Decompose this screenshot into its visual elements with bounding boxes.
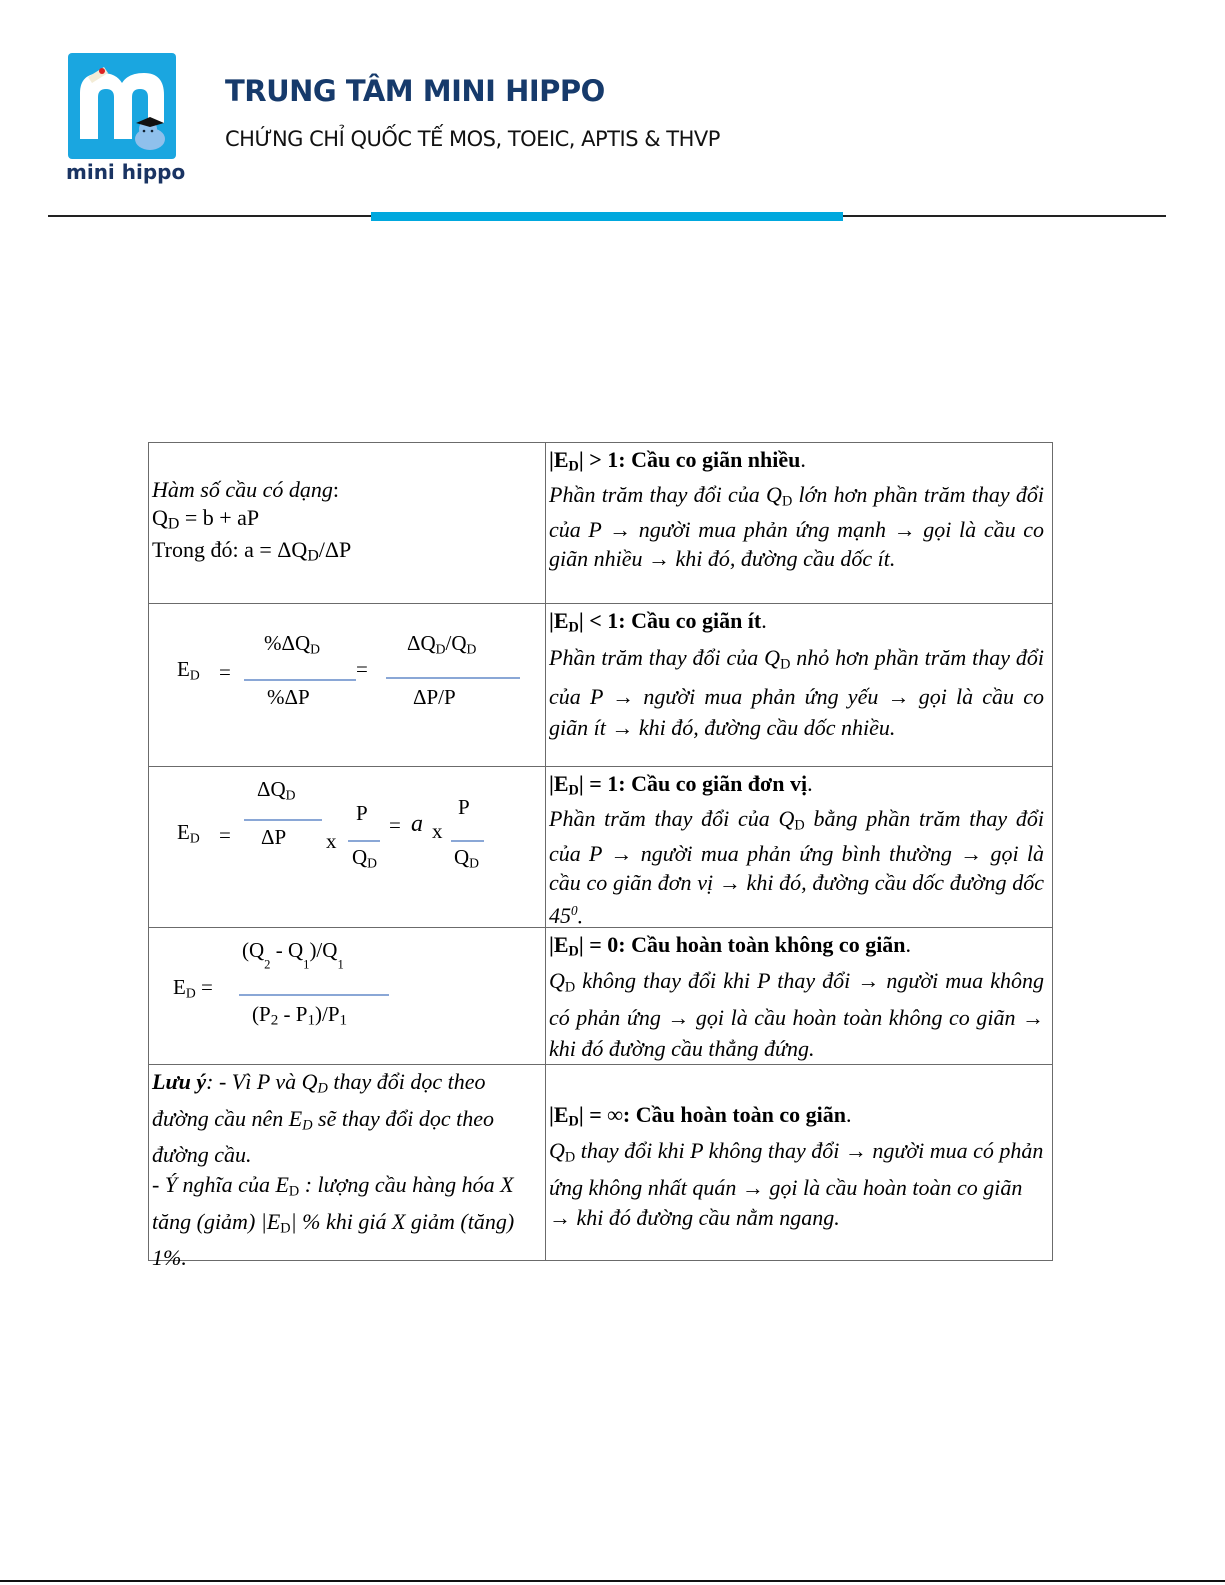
- equals-sign: =: [219, 660, 231, 684]
- formula-lhs: [177, 820, 200, 846]
- table-cell-formula-arc: [149, 928, 546, 1065]
- subscript: 1: [307, 1012, 315, 1029]
- denominator-text: Q: [352, 845, 368, 869]
- table-row: [149, 1065, 1053, 1261]
- case-description: QD thay đổi khi P không thay đổi → người mua có phản ứng không nhất quán → gọi là cầu hoàn toàn co giãn → khi đó đường cầu nằm ngang.: [549, 1138, 1044, 1230]
- subscript: 1: [337, 957, 344, 972]
- table-row: [149, 767, 1053, 928]
- denominator-3: [454, 845, 479, 871]
- note-part: thay đổi dọc theo đường cầu nên E: [152, 1069, 486, 1131]
- denominator-text: Q: [454, 845, 470, 869]
- slope-definition: [152, 536, 351, 570]
- table-cell-perfectly-elastic: [546, 1065, 1053, 1261]
- case-heading: |ED| > 1: Cầu co giãn nhiều.: [549, 447, 806, 475]
- case-heading: |ED| = 0: Cầu hoàn toàn không co giãn.: [549, 932, 912, 960]
- heading-part: |E: [549, 771, 569, 796]
- numerator-text: ΔQ: [257, 777, 286, 801]
- numerator-text: (Q: [242, 938, 265, 962]
- page-bottom-rule: [0, 1580, 1225, 1582]
- numerator-1: [264, 631, 320, 657]
- case-description: Phần trăm thay đổi của QD nhỏ hơn phần trăm thay đổi của P → người mua phản ứng yếu → gọi là cầu co giãn ít → khi đó, đường cầu dốc nhiều.: [549, 645, 1044, 740]
- equals-sign: =: [389, 813, 401, 837]
- fraction-bar: [451, 840, 484, 842]
- demand-function-label: Hàm số cầu có dạng: [152, 477, 333, 502]
- table-cell-note: [149, 1065, 546, 1271]
- heading-part: | > 1: Cầu co giãn nhiều: [578, 447, 801, 472]
- table-row: [149, 443, 1053, 604]
- denominator-text: - P: [278, 1002, 308, 1026]
- equals-sign: =: [200, 975, 213, 999]
- denominator: [252, 1002, 347, 1029]
- formula-lhs: [177, 657, 200, 683]
- fraction-bar: [386, 677, 520, 679]
- subscript: D: [466, 641, 477, 657]
- subscript: D: [307, 547, 319, 565]
- table-cell-formula-percent: [149, 604, 546, 767]
- numerator: [242, 938, 344, 972]
- organization-title: TRUNG TÂM MINI HIPPO: [225, 74, 605, 108]
- equals-sign: =: [219, 823, 231, 847]
- subscript: D: [288, 1183, 300, 1200]
- case-heading: |ED| = 1: Cầu co giãn đơn vị.: [549, 771, 813, 799]
- fraction-bar: [239, 994, 389, 996]
- slope-coefficient: a: [411, 811, 423, 837]
- mini-hippo-logo: [68, 53, 176, 159]
- slope-lhs: Trong đó: a = ΔQ: [152, 537, 308, 563]
- subscript: D: [568, 943, 579, 960]
- demand-function-text: [152, 476, 351, 571]
- subscript: D: [568, 458, 579, 475]
- table-row: [149, 604, 1053, 767]
- subscript: D: [310, 641, 321, 657]
- period: .: [577, 903, 584, 929]
- description-text: Phần trăm thay đổi của QD bằng phần trăm thay đổi của P → người mua phản ứng bình thường → gọi là cầu co giãn đơn vị → khi đó, đường cầu dốc đường dốc 45: [549, 806, 1044, 929]
- numerator-2: [407, 631, 476, 657]
- note-label: Lưu ý: [152, 1069, 207, 1094]
- numerator-1: [257, 777, 296, 803]
- heading-part: |E: [549, 447, 569, 472]
- fraction-bar: [348, 840, 380, 842]
- equals-sign: =: [356, 657, 368, 681]
- organization-subtitle: CHỨNG CHỈ QUỐC TẾ MOS, TOEIC, APTIS & THVP: [225, 127, 720, 151]
- note-part: : lượng cầu hàng hóa X tăng (giảm) |E: [152, 1172, 514, 1234]
- subscript: 2: [264, 957, 271, 972]
- subscript: 1: [339, 1012, 348, 1029]
- numerator-3: P: [458, 795, 470, 819]
- subscript: D: [435, 641, 446, 657]
- denominator-1: ΔP: [261, 825, 287, 849]
- numerator-text: - Q: [270, 938, 304, 962]
- subscript: D: [568, 619, 579, 636]
- subscript: D: [280, 1220, 291, 1237]
- heading-part: |E: [549, 608, 569, 633]
- denominator-2: [352, 845, 377, 871]
- subscript: D: [185, 985, 196, 1001]
- equation-rhs: = b + aP: [179, 505, 260, 530]
- subscript: D: [189, 667, 200, 683]
- fraction-bar: [244, 679, 356, 681]
- fraction-bar: [244, 819, 322, 821]
- numerator-text: ΔQ: [407, 631, 436, 655]
- formula-lhs: [173, 975, 213, 1001]
- demand-equation: [152, 504, 351, 538]
- subscript: D: [317, 1080, 328, 1097]
- heading-part: | = ∞: Cầu hoàn toàn co giãn: [578, 1102, 847, 1127]
- degree-superscript: 0: [571, 903, 578, 919]
- subscript: D: [167, 515, 180, 533]
- colon: :: [332, 477, 339, 502]
- logo-wordmark: mini hippo: [66, 160, 186, 184]
- subscript: D: [302, 1117, 313, 1134]
- heading-part: | < 1: Cầu co giãn ít: [578, 608, 762, 633]
- table-cell-elastic: [546, 443, 1053, 604]
- multiply-sign: x: [326, 829, 337, 853]
- note-part: - Ý nghĩa của E: [152, 1172, 289, 1198]
- denominator-1: %ΔP: [267, 685, 310, 709]
- table-cell-formula-slope: [149, 767, 546, 928]
- subscript: D: [367, 855, 378, 871]
- denominator-2: ΔP/P: [413, 685, 456, 709]
- case-description: QD không thay đổi khi P thay đổi → người mua không có phản ứng → gọi là cầu hoàn toàn không co giãn → khi đó đường cầu thẳng đứng.: [549, 968, 1044, 1061]
- subscript: D: [469, 855, 480, 871]
- numerator-text: %ΔQ: [264, 631, 311, 655]
- note-part: sẽ thay đổi dọc theo đường cầu.: [152, 1105, 495, 1168]
- case-description: Phần trăm thay đổi của QD lớn hơn phần trăm thay đổi của P → người mua phản ứng mạnh → gọi là cầu co giãn nhiều → khi đó, đường cầu dốc ít.: [549, 482, 1044, 571]
- table-cell-demand-function: [149, 443, 546, 604]
- denominator-text: )/P: [315, 1002, 340, 1026]
- case-heading: |ED| < 1: Cầu co giãn ít.: [549, 608, 767, 636]
- slope-rhs: /ΔP: [318, 537, 352, 563]
- numerator-2: P: [356, 801, 368, 825]
- table-cell-unit-elastic: [546, 767, 1053, 928]
- header-divider-accent: [371, 212, 843, 221]
- e-symbol: E: [177, 657, 190, 681]
- q-symbol: Q: [152, 505, 168, 530]
- note-text: [149, 1065, 545, 1271]
- numerator-text: )/Q: [309, 938, 338, 962]
- denominator-text: (P: [252, 1002, 271, 1026]
- case-description: [549, 805, 1044, 931]
- subscript: D: [189, 830, 200, 846]
- subscript: D: [285, 787, 296, 803]
- logo-m-hippo-icon: [68, 53, 176, 159]
- subscript: D: [568, 1113, 579, 1130]
- heading-part: |E: [549, 932, 569, 957]
- note-part: : - Vì P và Q: [206, 1069, 318, 1094]
- subscript: D: [568, 782, 579, 799]
- e-symbol: E: [173, 975, 186, 999]
- heading-part: | = 0: Cầu hoàn toàn không co giãn: [578, 932, 906, 957]
- elasticity-table: [148, 442, 1053, 1271]
- e-symbol: E: [177, 820, 190, 844]
- table-row: [149, 928, 1053, 1065]
- heading-part: | = 1: Cầu co giãn đơn vị: [578, 771, 808, 796]
- table-cell-perfectly-inelastic: [546, 928, 1053, 1065]
- subscript: 1: [303, 957, 310, 972]
- heading-part: |E: [549, 1102, 569, 1127]
- case-heading: |ED| = ∞: Cầu hoàn toàn co giãn.: [549, 1102, 852, 1130]
- numerator-text: /Q: [445, 631, 467, 655]
- multiply-sign: x: [432, 819, 443, 843]
- table-cell-inelastic: [546, 604, 1053, 767]
- subscript: 2: [270, 1012, 279, 1029]
- note-part: | % khi giá X giảm (tăng) 1%.: [152, 1208, 515, 1271]
